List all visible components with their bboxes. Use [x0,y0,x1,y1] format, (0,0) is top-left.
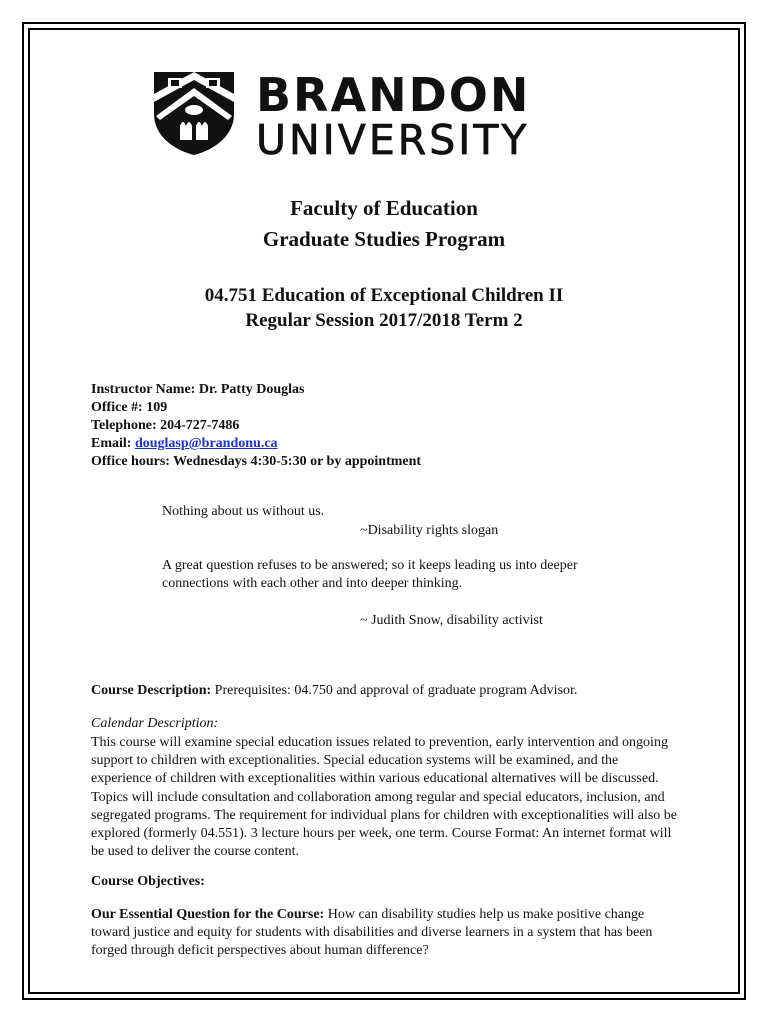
logo-university-text: UNIVERSITY [256,116,530,164]
quote-attribution: ~ Judith Snow, disability activist [360,613,543,628]
quote-attribution: ~Disability rights slogan [360,523,499,538]
session-title: Regular Session 2017/2018 Term 2 [245,310,523,331]
logo-brandon-text: BRANDON [256,68,531,122]
university-crest-icon [150,68,238,156]
office-number: Office #: 109 [91,400,168,415]
office-hours: Office hours: Wednesdays 4:30-5:30 or by appointment [91,454,422,469]
calendar-description-text: This course will examine special education issues related to prevention, early intervention and ongoing support to children with exceptionalities. Special education systems will be examined, and the experience of children with exceptionalities within various educational alternatives will be discussed. Topics will include consultation and collaboration among regular and special educators, inclusion, and segregated programs. The requirement for individual plans for children with exceptionalities will also be explored (formerly 04.551). 3 lecture hours per week, one term. Course Format: An internet format will be used to deliver the course content. [91,735,678,860]
course-description-label: Course Description: [91,683,212,698]
brandon-university-logo [150,68,570,164]
quote-text: Nothing about us without us. [162,504,325,519]
course-description-text: Prerequisites: 04.750 and approval of graduate program Advisor. [211,683,578,698]
telephone: Telephone: 204-727-7486 [91,418,240,433]
calendar-description-label: Calendar Description: [91,716,219,731]
email-line [91,435,421,453]
instructor-info [91,381,421,471]
course-objectives-heading: Course Objectives: [91,874,205,889]
essential-question [91,906,681,961]
program-heading: Graduate Studies Program [262,227,506,251]
course-description [91,682,681,700]
email-link[interactable]: douglasp@brandonu.ca [134,436,278,451]
faculty-heading: Faculty of Education [290,196,478,220]
essential-question-label: Our Essential Question for the Course: [91,907,325,922]
instructor-name: Instructor Name: Dr. Patty Douglas [91,382,305,397]
quote-text: A great question refuses to be answered; so it keeps leading us into deeper connections with each other and into deeper thinking. [162,558,578,591]
email-label: Email: [91,436,132,451]
essential-question-text: How can disability studies help us make positive change toward justice and equity for students with disabilities and diverse learners in a system that has been forged through deficit perspectives about human difference? [91,907,653,959]
course-title: 04.751 Education of Exceptional Children II [204,285,564,306]
